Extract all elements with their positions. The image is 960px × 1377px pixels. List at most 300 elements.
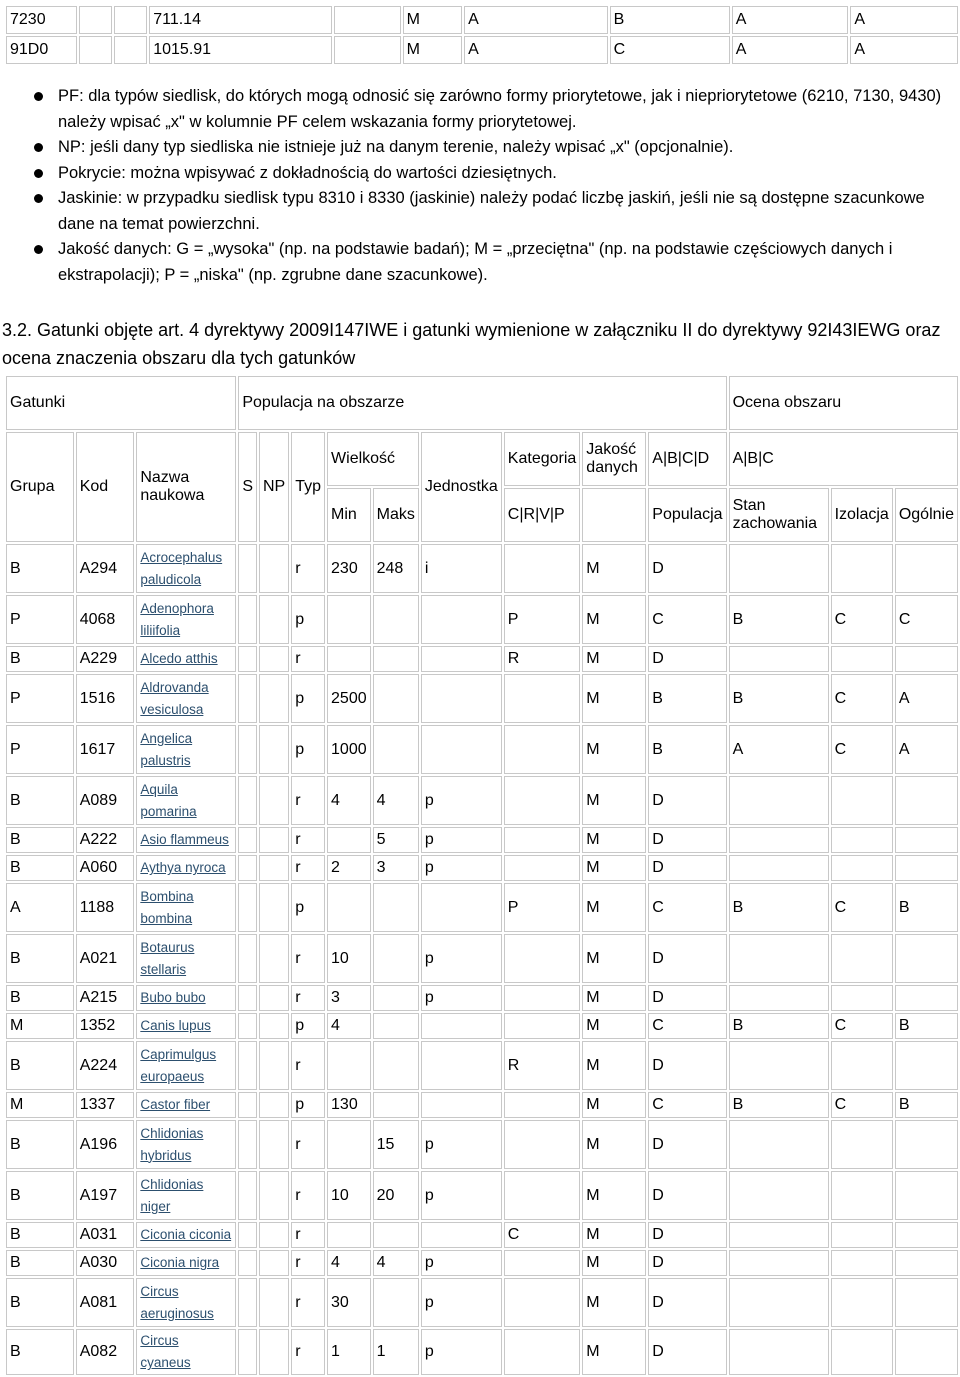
np-cell [259,855,289,881]
jakosc-cell: M [582,1013,646,1039]
populacja-cell: D [648,1222,726,1248]
kategoria-cell: R [504,646,581,672]
species-name-link[interactable]: Angelica palustris [140,730,193,768]
populacja-cell: D [648,544,726,593]
populacja-cell: D [648,985,726,1011]
habitat-cell: B [610,6,730,34]
izolacja-cell: C [831,674,893,723]
header-maks: Maks [373,488,419,542]
np-cell [259,1222,289,1248]
jakosc-cell: M [582,827,646,853]
jakosc-cell: M [582,776,646,825]
species-name-cell [136,883,236,932]
kod-cell: A196 [76,1120,135,1169]
izolacja-cell [831,776,893,825]
species-name-link[interactable]: Canis lupus [140,1018,211,1033]
species-name-cell [136,544,236,593]
populacja-cell: C [648,1092,726,1118]
species-name-cell [136,1329,236,1375]
species-name-link[interactable]: Chlidonias niger [140,1176,204,1214]
grupa-cell: B [6,1250,74,1276]
typ-cell: p [291,883,325,932]
populacja-cell: C [648,883,726,932]
min-cell: 1000 [327,725,371,774]
header-typ: Typ [291,432,325,542]
species-name-link[interactable]: Asio flammeus [140,832,229,847]
maks-cell [373,1222,419,1248]
ogolnie-cell: A [895,725,958,774]
grupa-cell: B [6,1041,74,1090]
ogolnie-cell [895,985,958,1011]
s-cell [238,544,257,593]
header-izolacja: Izolacja [831,488,893,542]
maks-cell [373,934,419,983]
stan-cell [729,1329,829,1375]
species-name-link[interactable]: Bombina bombina [140,888,194,926]
kategoria-cell [504,674,581,723]
kod-cell: A197 [76,1171,135,1220]
populacja-cell: D [648,1120,726,1169]
maks-cell [373,1041,419,1090]
jakosc-cell: M [582,595,646,644]
species-row [6,985,958,1011]
s-cell [238,883,257,932]
header-ocena: Ocena obszaru [729,376,958,430]
species-name-link[interactable]: Acrocephalus paludicola [140,549,223,587]
min-cell: 10 [327,1171,371,1220]
species-name-link[interactable]: Aldrovanda vesiculosa [140,679,209,717]
izolacja-cell: C [831,725,893,774]
jakosc-cell: M [582,1171,646,1220]
habitat-cell: M [403,36,463,64]
typ-cell: r [291,646,325,672]
species-name-cell [136,595,236,644]
jednostka-cell: p [421,1171,502,1220]
populacja-cell: D [648,855,726,881]
jakosc-cell: M [582,725,646,774]
jakosc-cell: M [582,985,646,1011]
maks-cell [373,1278,419,1327]
np-cell [259,646,289,672]
izolacja-cell [831,855,893,881]
izolacja-cell [831,934,893,983]
s-cell [238,595,257,644]
min-cell [327,827,371,853]
species-name-cell [136,1250,236,1276]
izolacja-cell [831,1278,893,1327]
np-cell [259,827,289,853]
note-text: Jakość danych: G = „wysoka" (np. na podstawie badań); M = „przeciętna" (np. na podstawie częściowych danych i ekstrapolacji); P = „niska" (np. zgrubne dane szacunkowe). [58,240,893,284]
typ-cell: p [291,1092,325,1118]
header-abcd: A|B|C|D [648,432,726,486]
typ-cell: r [291,985,325,1011]
kategoria-cell [504,1120,581,1169]
maks-cell [373,725,419,774]
jednostka-cell: p [421,1329,502,1375]
izolacja-cell [831,1329,893,1375]
habitat-cell: A [850,6,958,34]
typ-cell: p [291,1013,325,1039]
species-row [6,1013,958,1039]
habitat-cell: 1015.91 [149,36,331,64]
ogolnie-cell: B [895,883,958,932]
np-cell [259,883,289,932]
jednostka-cell [421,1222,502,1248]
typ-cell: r [291,1041,325,1090]
izolacja-cell [831,1171,893,1220]
section-heading: 3.2. Gatunki objęte art. 4 dyrektywy 2009I147IWE i gatunki wymienione w załączniku II do dyrektywy 92I43IEWG oraz ocena znaczenia obszaru dla tych gatunków [2,320,941,368]
jednostka-cell [421,725,502,774]
ogolnie-cell [895,1250,958,1276]
jakosc-cell: M [582,1250,646,1276]
species-row [6,855,958,881]
habitat-cell: A [732,6,849,34]
kod-cell: 4068 [76,595,135,644]
grupa-cell: B [6,827,74,853]
izolacja-cell [831,827,893,853]
header-nazwa: Nazwa naukowa [136,432,236,542]
typ-cell: p [291,725,325,774]
populacja-cell: B [648,674,726,723]
populacja-cell: D [648,1041,726,1090]
header-jednostka: Jednostka [421,432,502,542]
ogolnie-cell [895,646,958,672]
species-name-cell [136,1120,236,1169]
species-name-link[interactable]: Aquila pomarina [140,781,197,819]
jakosc-cell: M [582,674,646,723]
kod-cell: A021 [76,934,135,983]
species-name-link[interactable]: Castor fiber [140,1097,211,1112]
kod-cell: A060 [76,855,135,881]
izolacja-cell [831,1250,893,1276]
jakosc-cell: M [582,1092,646,1118]
ogolnie-cell [895,1120,958,1169]
populacja-cell: D [648,1278,726,1327]
habitat-table-tail [4,4,960,66]
kategoria-cell [504,1250,581,1276]
min-cell: 4 [327,776,371,825]
habitat-cell: A [464,36,607,64]
ogolnie-cell [895,934,958,983]
np-cell [259,776,289,825]
np-cell [259,1041,289,1090]
s-cell [238,1278,257,1327]
min-cell: 1 [327,1329,371,1375]
typ-cell: r [291,1222,325,1248]
grupa-cell: B [6,1222,74,1248]
bullet-icon [34,245,43,254]
s-cell [238,776,257,825]
ogolnie-cell: B [895,1013,958,1039]
kategoria-cell: R [504,1041,581,1090]
jednostka-cell: p [421,934,502,983]
jakosc-cell: M [582,1329,646,1375]
species-name-link[interactable]: Circus aeruginosus [140,1283,214,1321]
np-cell [259,1120,289,1169]
min-cell [327,1041,371,1090]
kod-cell: 1337 [76,1092,135,1118]
stan-cell: B [729,1013,829,1039]
izolacja-cell: C [831,595,893,644]
kategoria-cell: P [504,883,581,932]
grupa-cell: M [6,1092,74,1118]
note-text: Jaskinie: w przypadku siedlisk typu 8310 i 8330 (jaskinie) należy podać liczbę jaskiń, jeśli nie są dostępne szacunkowe dane na temat powierzchni. [58,189,925,233]
kategoria-cell: C [504,1222,581,1248]
ogolnie-cell [895,1329,958,1375]
jakosc-cell: M [582,1120,646,1169]
stan-cell [729,934,829,983]
s-cell [238,1041,257,1090]
typ-cell: r [291,934,325,983]
populacja-cell: D [648,646,726,672]
jakosc-cell: M [582,855,646,881]
izolacja-cell [831,646,893,672]
jakosc-cell: M [582,544,646,593]
min-cell: 230 [327,544,371,593]
jednostka-cell [421,646,502,672]
typ-cell: r [291,544,325,593]
jednostka-cell: p [421,855,502,881]
maks-cell: 4 [373,1250,419,1276]
np-cell [259,544,289,593]
maks-cell [373,595,419,644]
maks-cell: 4 [373,776,419,825]
ogolnie-cell: A [895,674,958,723]
kod-cell: A082 [76,1329,135,1375]
header-np: NP [259,432,289,542]
s-cell [238,1222,257,1248]
species-name-cell [136,1092,236,1118]
habitat-cell [334,6,401,34]
s-cell [238,827,257,853]
grupa-cell: B [6,544,74,593]
grupa-cell: A [6,883,74,932]
stan-cell: B [729,883,829,932]
ogolnie-cell [895,1222,958,1248]
maks-cell: 3 [373,855,419,881]
izolacja-cell: C [831,1013,893,1039]
typ-cell: r [291,827,325,853]
grupa-cell: P [6,674,74,723]
stan-cell [729,1250,829,1276]
izolacja-cell [831,544,893,593]
species-row [6,934,958,983]
grupa-cell: B [6,985,74,1011]
kod-cell: 1352 [76,1013,135,1039]
populacja-cell: D [648,934,726,983]
species-name-link[interactable]: Chlidonias hybridus [140,1125,204,1163]
np-cell [259,725,289,774]
s-cell [238,674,257,723]
notes-list [22,84,952,288]
jednostka-cell [421,1092,502,1118]
habitat-row [6,36,958,64]
header-jakosc-empty [582,488,646,542]
s-cell [238,855,257,881]
grupa-cell: M [6,1013,74,1039]
species-row [6,1120,958,1169]
stan-cell [729,776,829,825]
stan-cell [729,1041,829,1090]
populacja-cell: B [648,725,726,774]
kod-cell: A294 [76,544,135,593]
ogolnie-cell: C [895,595,958,644]
np-cell [259,595,289,644]
species-name-link[interactable]: Botaurus stellaris [140,939,195,977]
bullet-icon [34,92,43,101]
kod-cell: A089 [76,776,135,825]
min-cell: 3 [327,985,371,1011]
np-cell [259,1092,289,1118]
grupa-cell: P [6,725,74,774]
species-name-link[interactable]: Alcedo atthis [140,651,218,666]
bullet-icon [34,194,43,203]
jakosc-cell: M [582,934,646,983]
header-min: Min [327,488,371,542]
izolacja-cell [831,1222,893,1248]
habitat-cell: C [610,36,730,64]
kategoria-cell [504,827,581,853]
header-abc: A|B|C [729,432,958,486]
habitat-cell: 91D0 [6,36,77,64]
species-name-link[interactable]: Adenophora liliifolia [140,600,214,638]
populacja-cell: D [648,1329,726,1375]
header-kod: Kod [76,432,135,542]
min-cell: 2500 [327,674,371,723]
header-gatunki: Gatunki [6,376,236,430]
jakosc-cell: M [582,1278,646,1327]
s-cell [238,1171,257,1220]
kod-cell: 1617 [76,725,135,774]
s-cell [238,1329,257,1375]
ogolnie-cell [895,1041,958,1090]
maks-cell [373,646,419,672]
header-wielkosc: Wielkość [327,432,419,486]
jednostka-cell: i [421,544,502,593]
stan-cell [729,827,829,853]
species-name-link[interactable]: Ciconia nigra [140,1255,220,1270]
grupa-cell: B [6,1278,74,1327]
min-cell: 4 [327,1250,371,1276]
typ-cell: r [291,855,325,881]
note-item [22,237,952,288]
species-row [6,1329,958,1375]
np-cell [259,934,289,983]
np-cell [259,674,289,723]
stan-cell: B [729,595,829,644]
typ-cell: r [291,776,325,825]
min-cell: 2 [327,855,371,881]
izolacja-cell [831,1041,893,1090]
species-name-cell [136,776,236,825]
kod-cell: A030 [76,1250,135,1276]
jednostka-cell: p [421,776,502,825]
species-name-link[interactable]: Ciconia ciconia [140,1227,232,1242]
species-name-cell [136,1013,236,1039]
species-name-cell [136,827,236,853]
grupa-cell: B [6,1120,74,1169]
typ-cell: p [291,674,325,723]
species-row [6,1222,958,1248]
species-name-cell [136,934,236,983]
species-name-link[interactable]: Aythya nyroca [140,860,226,875]
stan-cell: A [729,725,829,774]
bullet-icon [34,169,43,178]
ogolnie-cell [895,827,958,853]
typ-cell: p [291,595,325,644]
jakosc-cell: M [582,1222,646,1248]
header-crvp: C|R|V|P [504,488,581,542]
habitat-cell: 711.14 [149,6,331,34]
note-text: NP: jeśli dany typ siedliska nie istnieje już na danym terenie, należy wpisać „x" (opcjonalnie). [58,138,734,156]
stan-cell [729,646,829,672]
species-name-link[interactable]: Circus cyaneus [140,1333,191,1370]
species-name-link[interactable]: Bubo bubo [140,990,206,1005]
jakosc-cell: M [582,1041,646,1090]
header-row-1 [6,376,958,430]
jednostka-cell [421,883,502,932]
species-row [6,776,958,825]
note-item [22,84,952,135]
stan-cell [729,855,829,881]
stan-cell: B [729,674,829,723]
kod-cell: A081 [76,1278,135,1327]
habitat-cell: A [732,36,849,64]
jednostka-cell [421,1041,502,1090]
s-cell [238,1250,257,1276]
s-cell [238,985,257,1011]
maks-cell: 5 [373,827,419,853]
grupa-cell: B [6,646,74,672]
kategoria-cell [504,1171,581,1220]
populacja-cell: D [648,1250,726,1276]
jednostka-cell [421,595,502,644]
s-cell [238,725,257,774]
species-row [6,1278,958,1327]
np-cell [259,985,289,1011]
maks-cell [373,1013,419,1039]
stan-cell [729,985,829,1011]
maks-cell [373,883,419,932]
header-grupa: Grupa [6,432,74,542]
species-row [6,1041,958,1090]
grupa-cell: B [6,1329,74,1375]
kod-cell: A224 [76,1041,135,1090]
species-row [6,883,958,932]
populacja-cell: D [648,776,726,825]
kategoria-cell [504,1329,581,1375]
kategoria-cell [504,1092,581,1118]
stan-cell: B [729,1092,829,1118]
species-name-cell [136,985,236,1011]
habitat-cell: 7230 [6,6,77,34]
izolacja-cell [831,985,893,1011]
species-name-link[interactable]: Caprimulgus europaeus [140,1046,217,1084]
header-ogolnie: Ogólnie [895,488,958,542]
note-text: Pokrycie: można wpisywać z dokładnością do wartości dziesiętnych. [58,163,557,182]
species-row [6,595,958,644]
s-cell [238,934,257,983]
min-cell [327,646,371,672]
kod-cell: A222 [76,827,135,853]
grupa-cell: P [6,595,74,644]
stan-cell [729,1278,829,1327]
min-cell [327,1120,371,1169]
species-name-cell [136,1222,236,1248]
header-pop: Populacja [648,488,726,542]
species-name-cell [136,646,236,672]
kod-cell: A215 [76,985,135,1011]
